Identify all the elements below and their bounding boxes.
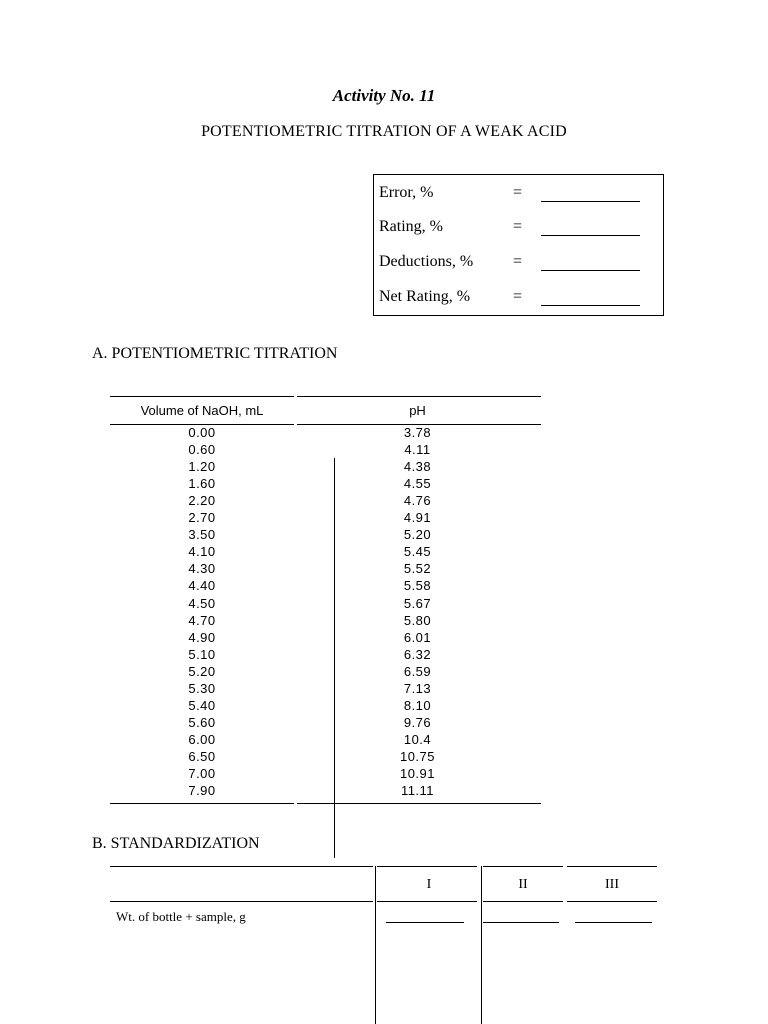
fill-in-blank[interactable] <box>483 922 559 923</box>
ph-cell: 10.75 <box>399 748 436 764</box>
table-row <box>110 647 541 664</box>
rating-label: Net Rating, % <box>379 288 471 305</box>
volume-cell: 0.60 <box>188 442 216 458</box>
volume-cell: 4.90 <box>188 629 216 645</box>
fill-in-blank[interactable] <box>575 922 652 923</box>
table-row <box>110 493 541 510</box>
fill-in-blank[interactable] <box>541 270 640 271</box>
table-row <box>110 510 541 527</box>
volume-cell: 5.30 <box>188 680 216 696</box>
volume-cell: 4.30 <box>188 561 216 577</box>
ph-cell: 11.11 <box>400 783 435 799</box>
table-rule <box>377 901 477 902</box>
volume-cell: 7.90 <box>188 783 216 799</box>
table-row <box>110 561 541 578</box>
fill-in-blank[interactable] <box>541 235 640 236</box>
volume-cell: 5.40 <box>188 697 216 713</box>
equals-sign: = <box>513 218 523 235</box>
table-row <box>110 613 541 630</box>
table-row <box>110 732 541 749</box>
table-row <box>110 630 541 647</box>
ph-cell: 5.67 <box>403 595 432 611</box>
volume-cell: 3.50 <box>188 527 216 543</box>
ph-cell: 9.76 <box>403 714 432 730</box>
rating-row-deductions <box>374 253 663 279</box>
volume-cell: 5.10 <box>188 646 216 662</box>
volume-cell: 2.70 <box>188 510 216 526</box>
table-row <box>110 476 541 493</box>
column-divider <box>375 866 376 1024</box>
activity-number: Activity No. 11 <box>332 86 436 105</box>
ph-cell: 5.80 <box>403 612 432 628</box>
table-row <box>110 749 541 766</box>
volume-cell: 0.00 <box>188 425 216 440</box>
table-row <box>110 698 541 715</box>
volume-cell: 4.70 <box>188 612 216 628</box>
volume-cell: 4.50 <box>188 595 216 611</box>
table-row <box>110 544 541 561</box>
table-row <box>110 715 541 732</box>
volume-cell: 4.40 <box>188 578 216 594</box>
table-row <box>110 664 541 681</box>
rating-label: Deductions, % <box>379 253 474 270</box>
rating-label: Rating, % <box>379 218 443 235</box>
volume-cell: 4.10 <box>188 544 216 560</box>
volume-cell: 1.60 <box>188 476 216 492</box>
ph-cell: 10.91 <box>399 766 436 781</box>
ph-cell: 3.78 <box>403 425 432 440</box>
ph-cell: 4.91 <box>403 510 432 526</box>
table-rule <box>110 866 373 867</box>
column-header-trial-2: II <box>518 877 528 892</box>
table-row <box>110 596 541 613</box>
column-header-trial-1: I <box>426 877 432 892</box>
table-rule <box>110 396 294 397</box>
table-row <box>110 783 541 800</box>
table-rule <box>567 901 657 902</box>
rating-row-error <box>374 184 663 210</box>
table-row <box>110 527 541 544</box>
table-rule <box>110 803 294 804</box>
table-row <box>110 766 541 783</box>
document-title: POTENTIOMETRIC TITRATION OF A WEAK ACID <box>201 123 567 140</box>
fill-in-blank[interactable] <box>541 201 640 202</box>
table-row <box>110 459 541 476</box>
table-row <box>110 425 541 442</box>
rating-label: Error, % <box>379 184 434 201</box>
table-rule <box>297 396 541 397</box>
ph-cell: 10.4 <box>403 731 432 747</box>
section-b-heading: B. STANDARDIZATION <box>92 835 260 852</box>
ph-cell: 4.38 <box>403 459 432 475</box>
ph-cell: 8.10 <box>403 697 432 713</box>
ph-cell: 4.11 <box>404 442 431 458</box>
table-rule <box>567 866 657 867</box>
ph-cell: 7.13 <box>403 680 432 696</box>
volume-cell: 1.20 <box>188 459 216 475</box>
ph-cell: 5.58 <box>403 578 432 594</box>
rating-box <box>373 174 664 316</box>
table-rule <box>377 866 477 867</box>
rating-row-rating <box>374 218 663 244</box>
table-rule <box>110 901 373 902</box>
volume-cell: 7.00 <box>188 766 216 781</box>
column-header-trial-3: III <box>605 877 619 892</box>
column-divider <box>481 866 482 1024</box>
ph-cell: 4.55 <box>403 476 432 492</box>
volume-cell: 5.20 <box>188 663 216 679</box>
table-row <box>110 442 541 459</box>
volume-cell: 6.50 <box>188 748 216 764</box>
section-a-heading: A. POTENTIOMETRIC TITRATION <box>92 345 338 362</box>
row-label-bottom-sample-weight: Wt. of bottle + sample, g <box>116 909 246 924</box>
ph-cell: 6.32 <box>403 646 432 662</box>
volume-cell: 6.00 <box>188 731 216 747</box>
ph-cell: 5.52 <box>403 561 432 577</box>
ph-cell: 4.76 <box>403 493 432 509</box>
fill-in-blank[interactable] <box>386 922 464 923</box>
ph-cell: 5.20 <box>403 527 432 543</box>
equals-sign: = <box>513 184 523 201</box>
table-rule <box>297 803 541 804</box>
rating-row-net-rating <box>374 288 663 314</box>
column-header-volume: Volume of NaOH, mL <box>140 403 264 418</box>
column-header-ph: pH <box>409 403 426 418</box>
table-rule <box>483 901 563 902</box>
volume-cell: 2.20 <box>188 493 216 509</box>
equals-sign: = <box>513 288 523 305</box>
ph-cell: 6.01 <box>403 629 432 645</box>
table-row <box>110 681 541 698</box>
table-rule <box>483 866 563 867</box>
ph-cell: 5.45 <box>403 544 432 560</box>
table-row <box>110 578 541 595</box>
equals-sign: = <box>513 253 523 270</box>
ph-cell: 6.59 <box>403 663 432 679</box>
volume-cell: 5.60 <box>188 714 216 730</box>
fill-in-blank[interactable] <box>541 305 640 306</box>
